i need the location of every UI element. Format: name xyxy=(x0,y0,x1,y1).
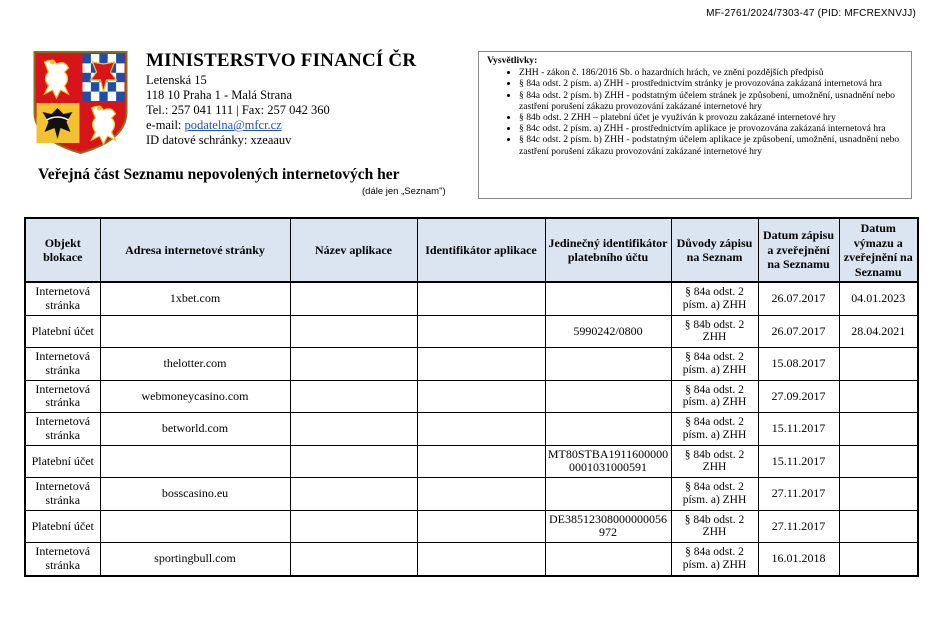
header-date-added: Datum zápisu a zveřejnění na Seznamu xyxy=(758,218,839,282)
cell-app-id xyxy=(417,478,545,511)
header-account: Jedinečný identifikátor platebního účtu xyxy=(545,218,671,282)
cell-address: webmoneycasino.com xyxy=(100,380,290,413)
cell-account xyxy=(545,348,671,381)
cell-object: Platební účet xyxy=(25,445,100,478)
cell-reason: § 84b odst. 2 ZHH xyxy=(671,510,758,543)
cell-app-id xyxy=(417,315,545,348)
ministry-name: MINISTERSTVO FINANCÍ ČR xyxy=(146,50,417,71)
cell-app-id xyxy=(417,413,545,446)
cell-address xyxy=(100,510,290,543)
cell-date-added: 15.11.2017 xyxy=(758,445,839,478)
ministry-contact-block xyxy=(146,50,476,148)
table-row xyxy=(25,315,918,348)
table-row xyxy=(25,543,918,576)
table-row xyxy=(25,282,918,315)
cell-app-name xyxy=(290,510,417,543)
email-label: e-mail: xyxy=(146,118,185,132)
cell-reason: § 84a odst. 2 písm. a) ZHH xyxy=(671,282,758,315)
cell-app-id xyxy=(417,510,545,543)
table-row xyxy=(25,445,918,478)
cell-object: Internetová stránka xyxy=(25,348,100,381)
cell-reason: § 84b odst. 2 ZHH xyxy=(671,445,758,478)
header-reason: Důvody zápisu na Seznam xyxy=(671,218,758,282)
table-row xyxy=(25,413,918,446)
cell-app-name xyxy=(290,413,417,446)
cell-date-added: 15.11.2017 xyxy=(758,413,839,446)
cell-app-id xyxy=(417,282,545,315)
legend-item: • § 84c odst. 2 písm. b) ZHH - podstatným účelem aplikace je způsobení, umožnění, usnadnění nebo zastření porušení zákazu provozování zakázané internetové hry xyxy=(519,134,903,156)
cell-reason: § 84a odst. 2 písm. a) ZHH xyxy=(671,478,758,511)
cell-app-name xyxy=(290,380,417,413)
cell-address xyxy=(100,445,290,478)
cell-object: Internetová stránka xyxy=(25,413,100,446)
cell-reason: § 84b odst. 2 ZHH xyxy=(671,315,758,348)
document-subtitle: (dále jen „Seznam") xyxy=(362,186,446,197)
table-row xyxy=(25,348,918,381)
cell-app-name xyxy=(290,348,417,381)
header-object: Objekt blokace xyxy=(25,218,100,282)
legend-box xyxy=(478,51,912,199)
cell-app-name xyxy=(290,315,417,348)
cell-account: 5990242/0800 xyxy=(545,315,671,348)
cell-address: sportingbull.com xyxy=(100,543,290,576)
state-emblem-icon xyxy=(30,50,131,154)
cell-account xyxy=(545,543,671,576)
cell-date-removed xyxy=(839,510,918,543)
cell-account xyxy=(545,282,671,315)
ministry-city: 118 10 Praha 1 - Malá Strana xyxy=(146,88,293,102)
ministry-street: Letenská 15 xyxy=(146,73,207,87)
cell-date-added: 16.01.2018 xyxy=(758,543,839,576)
cell-reason: § 84a odst. 2 písm. a) ZHH xyxy=(671,380,758,413)
cell-date-removed xyxy=(839,445,918,478)
cell-date-removed xyxy=(839,348,918,381)
cell-app-id xyxy=(417,348,545,381)
cell-app-id xyxy=(417,380,545,413)
cell-object: Internetová stránka xyxy=(25,543,100,576)
legend-item: • § 84a odst. 2 písm. b) ZHH - podstatným účelem stránek je způsobení, umožnění, usnadnění nebo zastření porušení zákazu provozování zakázané internetové hry xyxy=(519,90,903,112)
ministry-phone: Tel.: 257 041 111 xyxy=(146,103,234,117)
cell-date-added: 15.08.2017 xyxy=(758,348,839,381)
cell-account: MT80STBA19116000000001031000591 xyxy=(545,445,671,478)
cell-reason: § 84a odst. 2 písm. a) ZHH xyxy=(671,413,758,446)
cell-date-removed xyxy=(839,380,918,413)
cell-object: Internetová stránka xyxy=(25,282,100,315)
cell-object: Platební účet xyxy=(25,510,100,543)
legend-item: • § 84c odst. 2 písm. a) ZHH - prostřednictvím aplikace je provozována zakázaná internetová hra xyxy=(519,123,903,134)
cell-date-added: 27.11.2017 xyxy=(758,478,839,511)
cell-date-added: 26.07.2017 xyxy=(758,282,839,315)
legend-title: Vysvětlivky: xyxy=(487,55,538,66)
table-header-row xyxy=(25,218,918,282)
cell-address: 1xbet.com xyxy=(100,282,290,315)
cell-date-removed: 28.04.2021 xyxy=(839,315,918,348)
cell-date-added: 26.07.2017 xyxy=(758,315,839,348)
cell-app-name xyxy=(290,543,417,576)
cell-date-removed xyxy=(839,413,918,446)
cell-app-id xyxy=(417,445,545,478)
cell-date-removed xyxy=(839,478,918,511)
cell-account: DE38512308000000056972 xyxy=(545,510,671,543)
cell-address: thelotter.com xyxy=(100,348,290,381)
legend-item: • ZHH - zákon č. 186/2016 Sb. o hazardních hrách, ve znění pozdějších předpisů xyxy=(519,67,903,78)
legend-list xyxy=(487,67,903,157)
ministry-phone-fax: Tel.: 257 041 111 | Fax: 257 042 360 xyxy=(146,103,330,117)
blocked-games-table xyxy=(24,217,919,577)
header-app-name: Název aplikace xyxy=(290,218,417,282)
document-reference: MF-2761/2024/7303-47 (PID: MFCREXNVJJ) xyxy=(706,8,916,19)
cell-object: Internetová stránka xyxy=(25,478,100,511)
table-row xyxy=(25,380,918,413)
cell-account xyxy=(545,413,671,446)
legend-item: • § 84a odst. 2 písm. a) ZHH - prostřednictvím stránky je provozována zakázaná internetová hra xyxy=(519,78,903,89)
cell-account xyxy=(545,380,671,413)
table-row xyxy=(25,478,918,511)
cell-object: Internetová stránka xyxy=(25,380,100,413)
cell-app-name xyxy=(290,478,417,511)
document-title: Veřejná část Seznamu nepovolených internetových her xyxy=(38,166,400,183)
cell-app-id xyxy=(417,543,545,576)
ministry-email-line xyxy=(146,118,476,133)
header-address: Adresa internetové stránky xyxy=(100,218,290,282)
ministry-fax: Fax: 257 042 360 xyxy=(241,103,330,117)
header-date-removed: Datum výmazu a zveřejnění na Seznamu xyxy=(839,218,918,282)
cell-account xyxy=(545,478,671,511)
ministry-databox: ID datové schránky: xzeaauv xyxy=(146,133,292,147)
cell-address xyxy=(100,315,290,348)
cell-reason: § 84a odst. 2 písm. a) ZHH xyxy=(671,543,758,576)
cell-address: betworld.com xyxy=(100,413,290,446)
table-row xyxy=(25,510,918,543)
cell-date-added: 27.11.2017 xyxy=(758,510,839,543)
cell-date-removed xyxy=(839,543,918,576)
cell-date-added: 27.09.2017 xyxy=(758,380,839,413)
legend-item: • § 84b odst. 2 ZHH – platební účet je využíván k provozu zakázané internetové hry xyxy=(519,112,903,123)
cell-app-name xyxy=(290,445,417,478)
cell-address: bosscasino.eu xyxy=(100,478,290,511)
cell-object: Platební účet xyxy=(25,315,100,348)
cell-app-name xyxy=(290,282,417,315)
header-app-id: Identifikátor aplikace xyxy=(417,218,545,282)
cell-reason: § 84a odst. 2 písm. a) ZHH xyxy=(671,348,758,381)
email-link[interactable]: podatelna@mfcr.cz xyxy=(184,118,282,132)
cell-date-removed: 04.01.2023 xyxy=(839,282,918,315)
